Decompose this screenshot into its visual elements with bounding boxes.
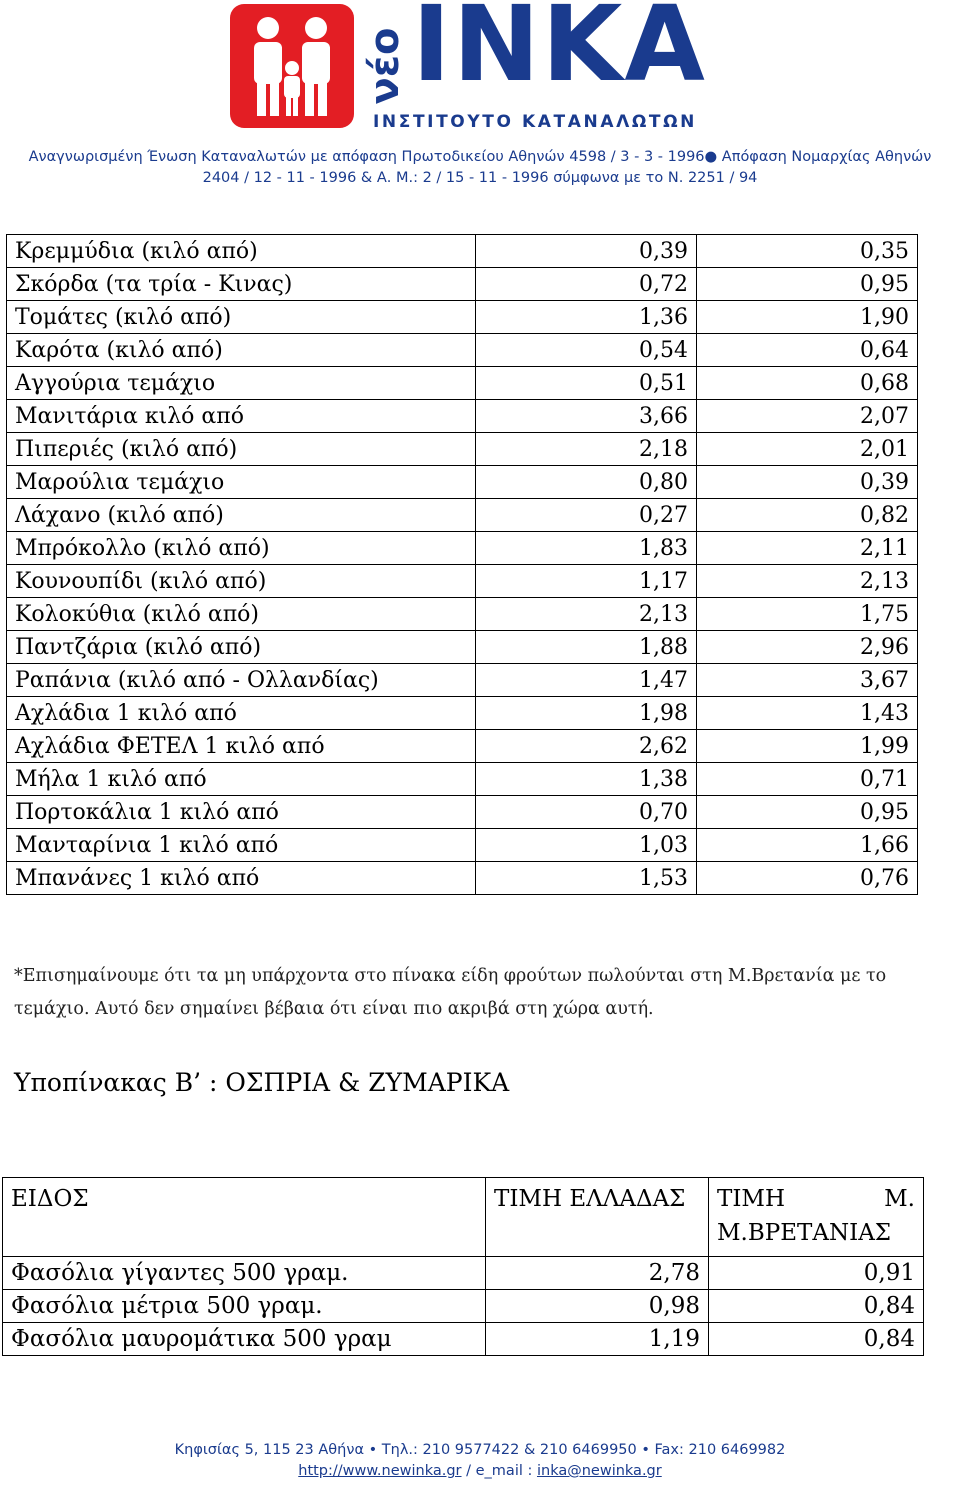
price-uk: 1,66	[697, 829, 918, 862]
item-name: Πιπεριές (κιλό από)	[7, 433, 476, 466]
price-greece: 0,72	[476, 268, 697, 301]
table-row	[7, 466, 918, 499]
table-row	[3, 1257, 924, 1290]
item-name: Κουνουπίδι (κιλό από)	[7, 565, 476, 598]
item-name: Μαρούλια τεμάχιο	[7, 466, 476, 499]
price-greece: 0,39	[476, 235, 697, 268]
family-icon	[230, 4, 354, 128]
table-row	[7, 730, 918, 763]
table-row	[7, 400, 918, 433]
item-name: Μανιτάρια κιλό από	[7, 400, 476, 433]
item-name: Φασόλια γίγαντες 500 γραμ.	[3, 1257, 486, 1290]
table-row	[7, 862, 918, 895]
item-name: Σκόρδα (τα τρία - Κινας)	[7, 268, 476, 301]
price-greece: 0,70	[476, 796, 697, 829]
price-greece: 1,03	[476, 829, 697, 862]
price-greece: 2,62	[476, 730, 697, 763]
price-greece: 1,47	[476, 664, 697, 697]
item-name: Φασόλια μέτρια 500 γραμ.	[3, 1290, 486, 1323]
footer-contacts	[0, 1463, 960, 1479]
logo-neo: νέο	[362, 27, 408, 105]
price-uk: 2,13	[697, 565, 918, 598]
item-name: Κολοκύθια (κιλό από)	[7, 598, 476, 631]
price-uk: 0,82	[697, 499, 918, 532]
price-uk: 0,84	[709, 1290, 924, 1323]
table-row	[7, 532, 918, 565]
price-greece: 1,36	[476, 301, 697, 334]
footer-address: Κηφισίας 5, 115 23 Αθήνα • Τηλ.: 210 9577422 & 210 6469950 • Fax: 210 6469982	[174, 1442, 786, 1458]
logo-subtitle: ΙΝΣΤΙΤΟΥΤΟ ΚΑΤΑΝΑΛΩΤΩΝ	[373, 112, 697, 132]
item-name: Μπανάνες 1 κιλό από	[7, 862, 476, 895]
table-row	[7, 268, 918, 301]
price-greece: 1,88	[476, 631, 697, 664]
price-uk: 0,76	[697, 862, 918, 895]
item-name: Αγγούρια τεμάχιο	[7, 367, 476, 400]
table-row	[7, 796, 918, 829]
price-greece: 2,13	[476, 598, 697, 631]
price-uk: 2,01	[697, 433, 918, 466]
email-label: / e_mail :	[461, 1463, 537, 1479]
table-row	[7, 499, 918, 532]
item-name: Πορτοκάλια 1 κιλό από	[7, 796, 476, 829]
price-uk: 2,11	[697, 532, 918, 565]
table-row	[7, 697, 918, 730]
table-row	[7, 598, 918, 631]
table-header-row	[3, 1178, 924, 1257]
item-name: Καρότα (κιλό από)	[7, 334, 476, 367]
price-greece: 2,78	[486, 1257, 709, 1290]
table-row	[7, 664, 918, 697]
website-link[interactable]: http://www.newinka.gr	[298, 1463, 462, 1479]
price-greece: 0,27	[476, 499, 697, 532]
table-row	[7, 235, 918, 268]
inka-logo-mark	[230, 4, 354, 128]
email-link[interactable]: inka@newinka.gr	[536, 1463, 662, 1479]
price-greece: 0,80	[476, 466, 697, 499]
price-uk: 0,35	[697, 235, 918, 268]
price-uk: 1,43	[697, 697, 918, 730]
item-name: Μανταρίνια 1 κιλό από	[7, 829, 476, 862]
item-name: Τομάτες (κιλό από)	[7, 301, 476, 334]
table-row	[7, 631, 918, 664]
item-name: Μήλα 1 κιλό από	[7, 763, 476, 796]
price-greece: 1,17	[476, 565, 697, 598]
price-uk: 0,64	[697, 334, 918, 367]
price-uk: 0,91	[709, 1257, 924, 1290]
price-uk: 3,67	[697, 664, 918, 697]
price-uk: 1,90	[697, 301, 918, 334]
table-row	[7, 334, 918, 367]
item-name: Ραπάνια (κιλό από - Ολλανδίας)	[7, 664, 476, 697]
price-greece: 1,53	[476, 862, 697, 895]
price-uk: 0,39	[697, 466, 918, 499]
table-row	[7, 433, 918, 466]
price-greece: 1,19	[486, 1323, 709, 1356]
table-row	[7, 829, 918, 862]
price-uk: 0,95	[697, 268, 918, 301]
price-greece: 1,98	[476, 697, 697, 730]
header-price-uk: ΤΙΜΗ Μ. Μ.ΒΡΕΤΑΝΙΑΣ	[709, 1178, 924, 1257]
price-greece: 1,83	[476, 532, 697, 565]
price-uk: 0,71	[697, 763, 918, 796]
table-row	[7, 763, 918, 796]
price-uk: 0,95	[697, 796, 918, 829]
price-greece: 0,51	[476, 367, 697, 400]
price-uk: 2,96	[697, 631, 918, 664]
legumes-table-body	[3, 1257, 924, 1356]
item-name: Κρεμμύδια (κιλό από)	[7, 235, 476, 268]
price-table-legumes	[2, 1177, 924, 1356]
item-name: Φασόλια μαυρομάτικα 500 γραμ	[3, 1323, 486, 1356]
price-uk: 2,07	[697, 400, 918, 433]
price-uk: 1,99	[697, 730, 918, 763]
table-row	[3, 1323, 924, 1356]
registration-line-1: Αναγνωρισμένη Ένωση Καταναλωτών με απόφαση Πρωτοδικείου Αθηνών 4598 / 3 - 3 - 1996● Απόφαση Νομαρχίας Αθηνών	[28, 149, 932, 165]
price-greece: 3,66	[476, 400, 697, 433]
subtable-title: Υποπίνακας Β’ : ΟΣΠΡΙΑ & ΖΥΜΑΡΙΚΑ	[14, 1068, 510, 1097]
item-name: Παντζάρια (κιλό από)	[7, 631, 476, 664]
item-name: Αχλάδια 1 κιλό από	[7, 697, 476, 730]
price-greece: 1,38	[476, 763, 697, 796]
price-uk: 0,84	[709, 1323, 924, 1356]
table-row	[3, 1290, 924, 1323]
table-row	[7, 565, 918, 598]
logo-brand: INKA	[412, 0, 707, 105]
price-greece: 2,18	[476, 433, 697, 466]
price-table-body	[7, 235, 918, 895]
price-uk: 1,75	[697, 598, 918, 631]
price-table-vegetables-fruits	[6, 234, 918, 895]
footnote: *Επισημαίνουμε ότι τα μη υπάρχοντα στο πίνακα είδη φρούτων πωλούνται στη Μ.Βρετανία με το τεμάχιο. Αυτό δεν σημαίνει βέβαια ότι είναι πιο ακριβά στη χώρα αυτή.	[14, 966, 887, 1019]
header-price-greece: ΤΙΜΗ ΕΛΛΑΔΑΣ	[486, 1178, 709, 1257]
price-greece: 0,98	[486, 1290, 709, 1323]
table-row	[7, 367, 918, 400]
item-name: Μπρόκολλο (κιλό από)	[7, 532, 476, 565]
item-name: Αχλάδια ΦΕΤΕΛ 1 κιλό από	[7, 730, 476, 763]
registration-line-2: 2404 / 12 - 11 - 1996 & Α. Μ.: 2 / 15 - 11 - 1996 σύμφωνα με το Ν. 2251 / 94	[202, 170, 758, 186]
price-greece: 0,54	[476, 334, 697, 367]
table-row	[7, 301, 918, 334]
item-name: Λάχανο (κιλό από)	[7, 499, 476, 532]
price-uk: 0,68	[697, 367, 918, 400]
header-item: ΕΙΔΟΣ	[3, 1178, 486, 1257]
